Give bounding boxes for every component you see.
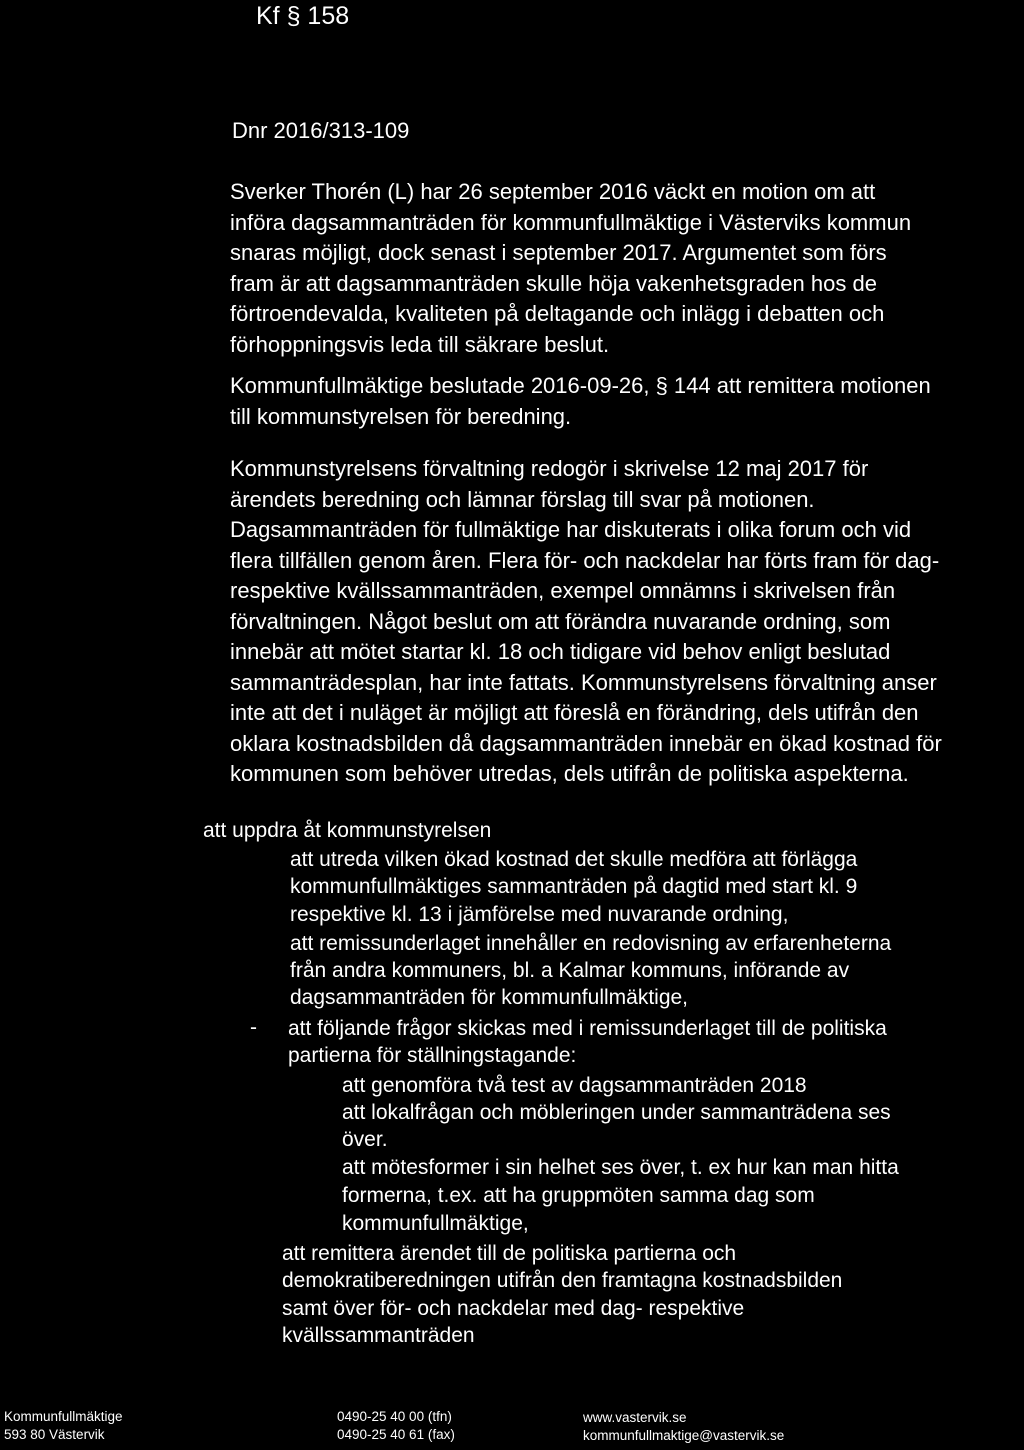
decision-line: att genomföra två test av dagsammanträden 2018 [342, 1074, 807, 1097]
decision-line: att utreda vilken ökad kostnad det skulle medföra att förlägga [290, 848, 858, 871]
text-line: sammanträdesplan, har inte fattats. Kommunstyrelsens förvaltning anser [230, 669, 937, 695]
footer-organization [4, 1408, 123, 1444]
text-line: införa dagsammanträden för kommunfullmäktige i Västerviks kommun [230, 209, 912, 235]
footer-email[interactable]: kommunfullmaktige@vastervik.se [583, 1428, 785, 1443]
text-line: förvaltningen. Något beslut om att förändra nuvarande ordning, som [230, 608, 891, 634]
decision-line: att mötesformer i sin helhet ses över, t. ex hur kan man hitta [342, 1156, 899, 1179]
text-line: förtroendevalda, kvaliteten på deltagande och inlägg i debatten och [230, 301, 885, 326]
footer-phone: 0490-25 40 00 (tfn) [337, 1409, 452, 1424]
text-line: ärendets beredning och lämnar förslag till svar på motionen. [230, 486, 815, 512]
text-line: kommunen som behöver utredas, dels utifrån de politiska aspekterna. [230, 761, 909, 786]
text-line: innebär att mötet startar kl. 18 och tidigare vid behov enligt beslutad [230, 639, 891, 664]
decision-line: att lokalfrågan och möbleringen under sammanträdena ses [342, 1101, 891, 1124]
decision-line: formerna, t.ex. att ha gruppmöten samma dag som [342, 1184, 815, 1207]
decision-line: respektive kl. 13 i jämförelse med nuvarande ordning, [290, 903, 789, 926]
decision-line: att remittera ärendet till de politiska partierna och [282, 1242, 737, 1265]
text-line: respektive kvällssammanträden, exempel omnämns i skrivelsen från [230, 578, 896, 603]
decision-line: partierna för ställningstagande: [288, 1044, 577, 1067]
dash-bullet: - [250, 1016, 257, 1039]
footer-org-address: 593 80 Västervik [4, 1427, 105, 1442]
text-line: fram är att dagsammanträden skulle höja vakenhetsgraden hos de [230, 270, 877, 296]
text-line: inte att det i nuläget är möjligt att föreslå en förändring, dels utifrån den [230, 700, 919, 725]
decision-line: att uppdra åt kommunstyrelsen [203, 819, 492, 842]
decision-line: kommunfullmäktige, [342, 1212, 529, 1235]
text-line: Dagsammanträden för fullmäktige har diskuterats i olika forum och vid [230, 517, 912, 542]
decision-line: kommunfullmäktiges sammanträden på dagtid med start kl. 9 [290, 875, 858, 898]
text-line: Kommunfullmäktige beslutade 2016-09-26, § 144 att remittera motionen [230, 373, 931, 398]
text-line: oklara kostnadsbilden då dagsammanträden innebär en ökad kostnad för [230, 730, 942, 756]
decision-line: dagsammanträden för kommunfullmäktige, [290, 986, 689, 1009]
decision-line: demokratiberedningen utifrån den framtagna kostnadsbilden [282, 1269, 843, 1292]
decision-line: kvällssammanträden [282, 1324, 475, 1347]
footer-web [583, 1409, 784, 1445]
footer-fax: 0490-25 40 61 (fax) [337, 1427, 455, 1442]
section-heading: Kf § 158 [256, 2, 350, 30]
text-line: flera tillfällen genom åren. Flera för- och nackdelar har förts fram för dag- [230, 547, 940, 573]
text-line: förhoppningsvis leda till säkrare beslut. [230, 331, 610, 357]
decision-line: från andra kommuners, bl. a Kalmar kommuns, införande av [290, 959, 850, 982]
decision-line: att remissunderlaget innehåller en redovisning av erfarenheterna [290, 932, 892, 955]
decision-line: att följande frågor skickas med i remissunderlaget till de politiska [288, 1017, 887, 1040]
text-line: Kommunstyrelsens förvaltning redogör i skrivelse 12 maj 2017 för [230, 456, 869, 481]
referral-paragraph [230, 371, 1020, 432]
footer-website[interactable]: www.vastervik.se [583, 1410, 687, 1425]
text-line: snaras möjligt, dock senast i september 2017. Argumentet som förs [230, 240, 887, 265]
text-line: till kommunstyrelsen för beredning. [230, 403, 572, 429]
administration-paragraph [230, 454, 1020, 790]
text-line: Sverker Thorén (L) har 26 september 2016 väckt en motion om att [230, 179, 876, 204]
case-number: Dnr 2016/313-109 [232, 118, 410, 143]
footer-contact [337, 1408, 455, 1444]
decision-line: samt över för- och nackdelar med dag- respektive [282, 1297, 745, 1320]
decision-line: över. [342, 1128, 388, 1151]
footer-org-name: Kommunfullmäktige [4, 1409, 123, 1424]
motion-paragraph [230, 177, 1020, 360]
